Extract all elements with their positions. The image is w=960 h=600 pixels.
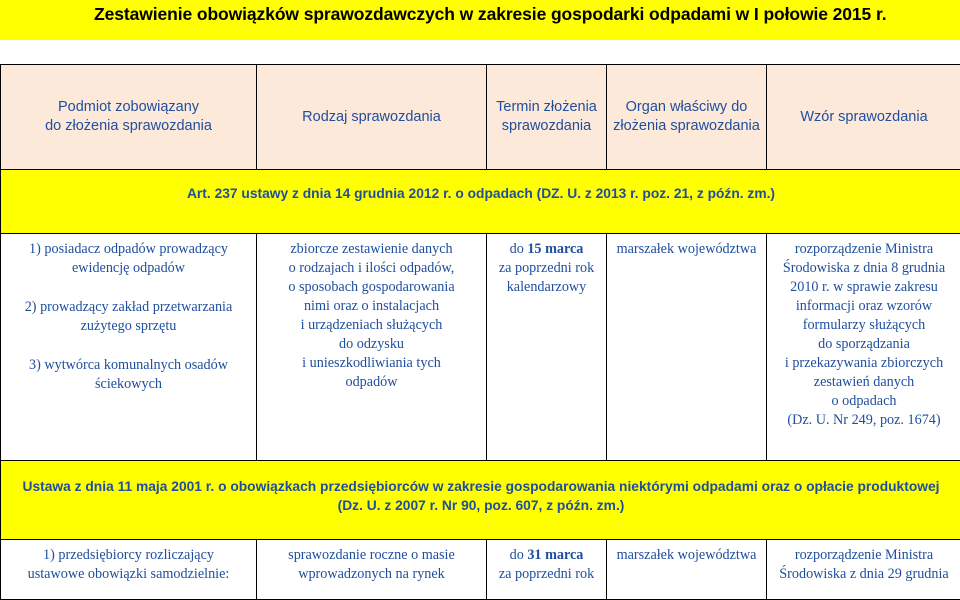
header-subject: Podmiot zobowiązany do złożenia sprawozdania xyxy=(1,65,257,170)
subject-item: 2) prowadzący zakład przetwarzania zużytego sprzętu xyxy=(24,299,233,334)
page-title: Zestawienie obowiązków sprawozdawczych w zakresie gospodarki odpadami w I połowie 2015 r. xyxy=(0,0,960,40)
authority-cell: marszałek województwa xyxy=(607,234,767,461)
report-type-cell: zbiorcze zestawienie danych o rodzajach i ilości odpadów, o sposobach gospodarowania nimi oraz o instalacjach i urządzeniach służących do odzysku i unieszkodliwiania tych odpadów xyxy=(257,234,487,461)
template-cell: rozporządzenie Ministra Środowiska z dnia 8 grudnia 2010 r. w sprawie zakresu informacji oraz wzorów formularzy służących do sporządzania i przekazywania zbiorczych zestawień danych o odpadach (Dz. U. Nr 249, poz. 1674) xyxy=(767,234,960,461)
subject-cell: 1) przedsiębiorcy rozliczający ustawowe obowiązki samodzielnie: xyxy=(1,540,257,600)
deadline-cell: do 31 marca za poprzedni rok xyxy=(487,540,607,600)
subject-item: 3) wytwórca komunalnych osadów ściekowych xyxy=(29,357,228,392)
table-row xyxy=(1,234,960,461)
header-report-type: Rodzaj sprawozdania xyxy=(257,65,487,170)
header-authority: Organ właściwy do złożenia sprawozdania xyxy=(607,65,767,170)
header-deadline: Termin złożenia sprawozdania xyxy=(487,65,607,170)
template-cell: rozporządzenie Ministra Środowiska z dnia 29 grudnia xyxy=(767,540,960,600)
subject-item: 1) posiadacz odpadów prowadzący ewidencję odpadów xyxy=(29,241,228,276)
subject-cell xyxy=(1,234,257,461)
deadline-cell: do 15 marca za poprzedni rok kalendarzowy xyxy=(487,234,607,461)
table-row xyxy=(1,540,960,600)
report-type-cell: sprawozdanie roczne o masie wprowadzonych na rynek xyxy=(257,540,487,600)
law-row-waste-act xyxy=(1,170,960,234)
law-title: Art. 237 ustawy z dnia 14 grudnia 2012 r. o odpadach (DZ. U. z 2013 r. poz. 21, z późn. zm.) xyxy=(1,170,960,234)
obligations-table xyxy=(0,64,960,600)
law-row-product-fee-act xyxy=(1,461,960,540)
law-title: Ustawa z dnia 11 maja 2001 r. o obowiązkach przedsiębiorców w zakresie gospodarowania niektórymi odpadami oraz o opłacie produktowej (Dz. U. z 2007 r. Nr 90, poz. 607, z późn. zm.) xyxy=(1,461,960,540)
table-header-row xyxy=(1,65,960,170)
authority-cell: marszałek województwa xyxy=(607,540,767,600)
header-template: Wzór sprawozdania xyxy=(767,65,960,170)
